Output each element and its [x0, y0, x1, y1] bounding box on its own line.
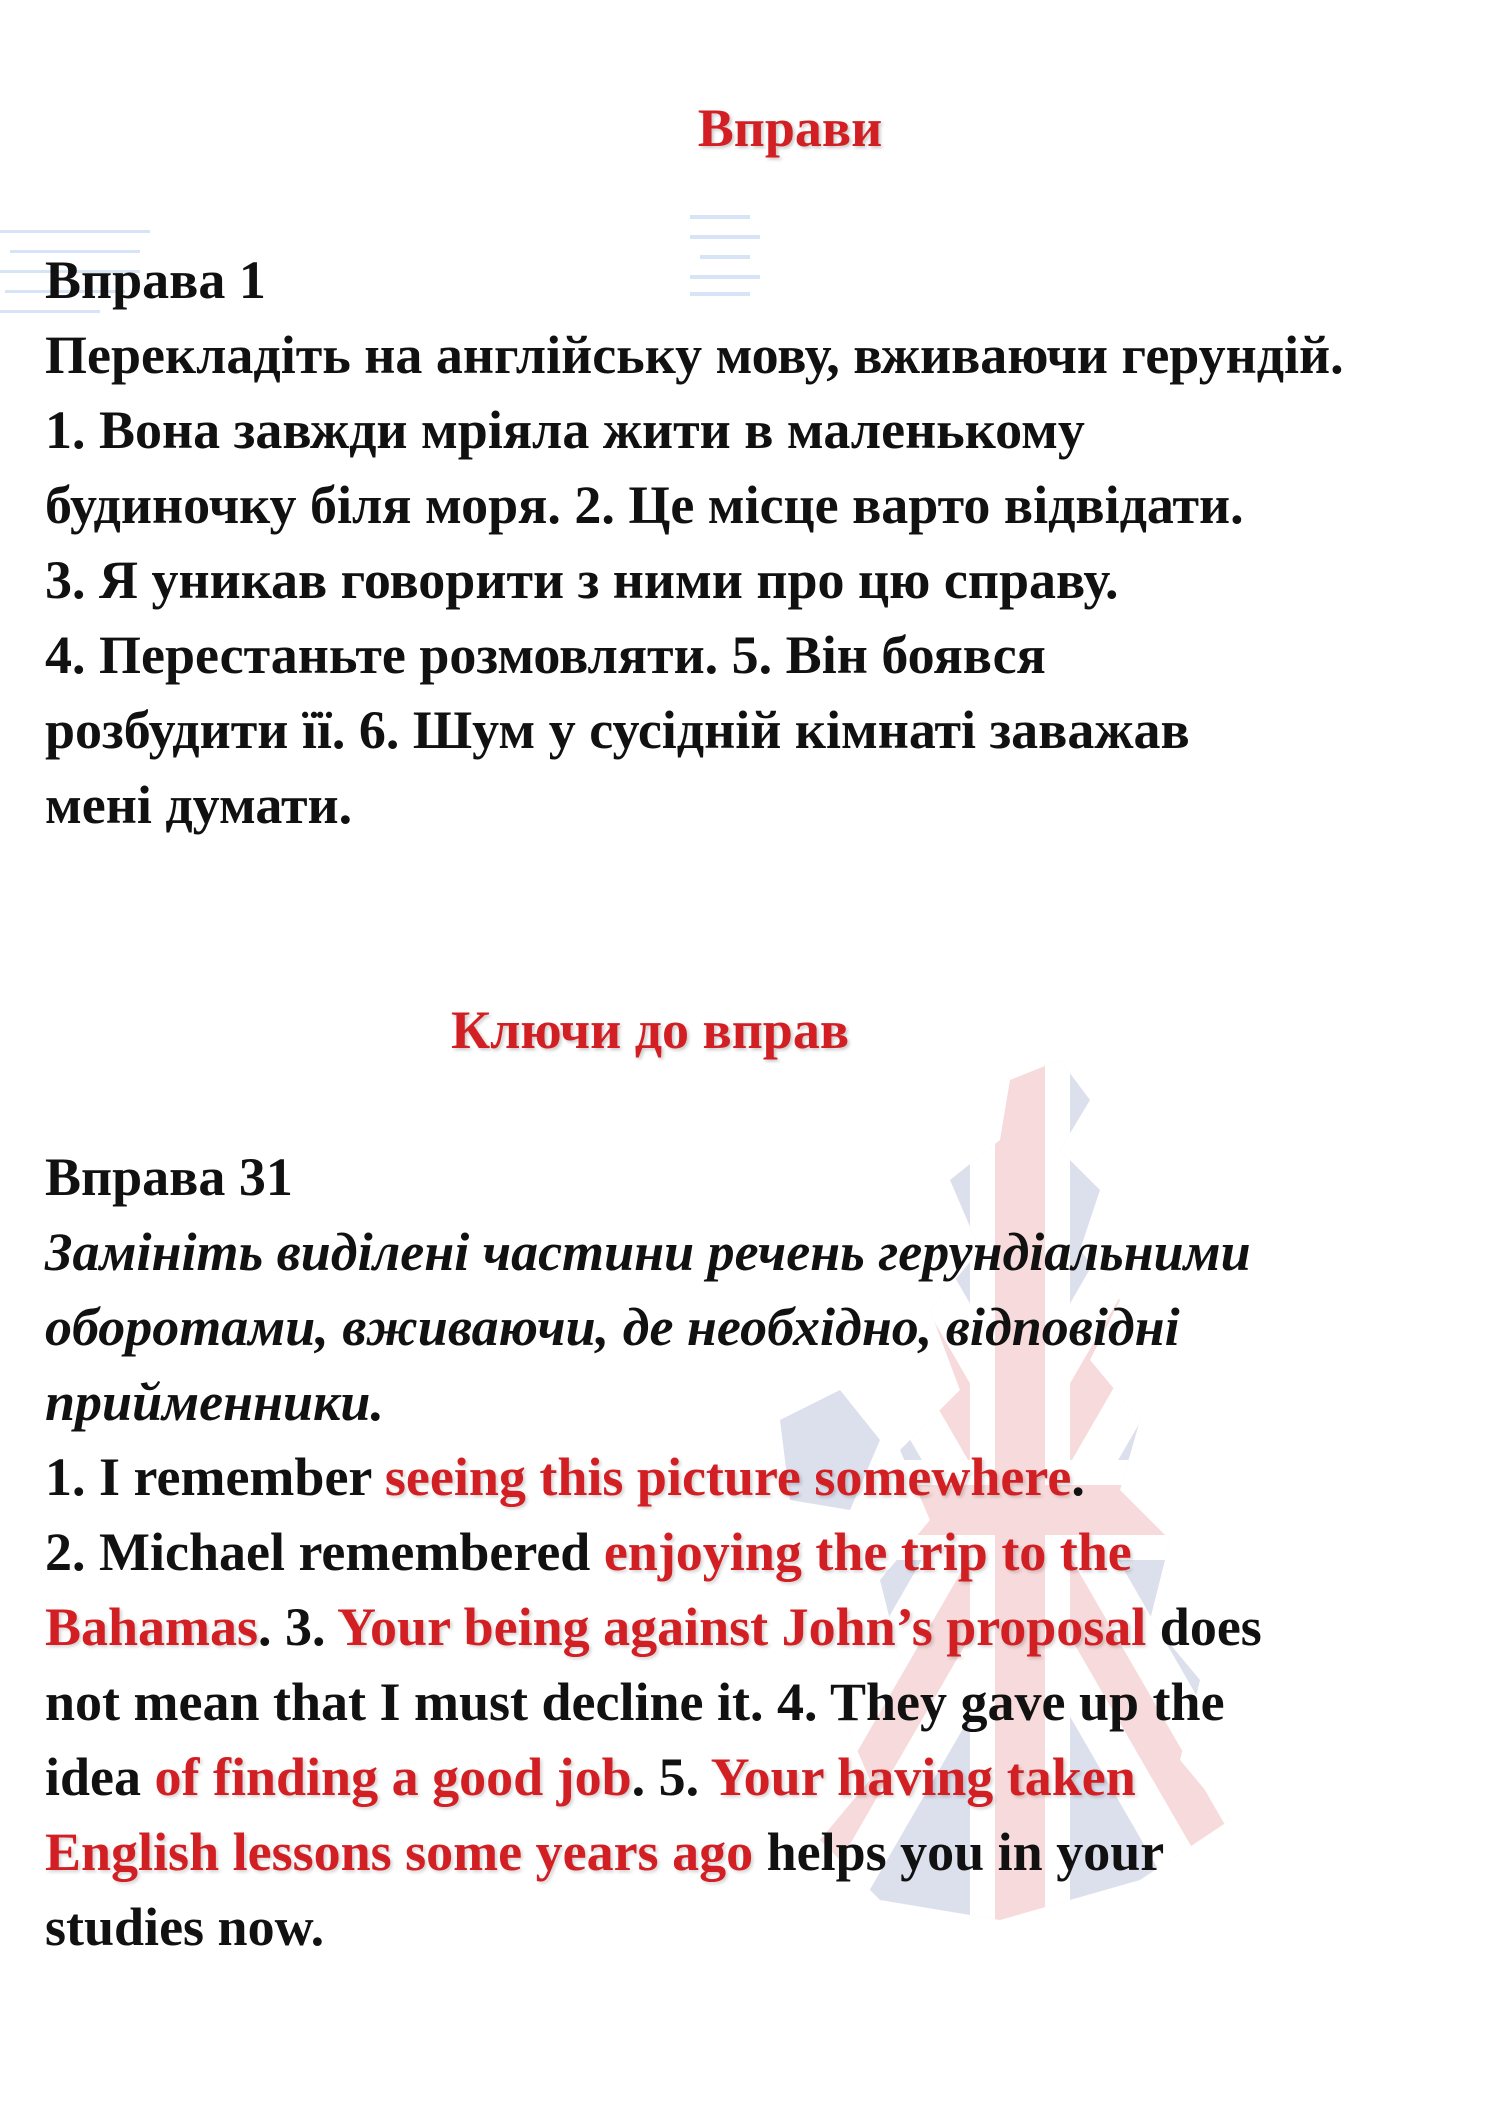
answer-line-4	[45, 1665, 1465, 1740]
answer-highlight: English lessons some years ago	[45, 1822, 754, 1882]
exercise-1-line: 3. Я уникав говорити з ними про цю справу.	[45, 550, 1119, 610]
keys-title: Ключи до вправ	[450, 1000, 849, 1060]
answer-text: does	[1146, 1597, 1262, 1657]
answer-line-2	[45, 1515, 1465, 1590]
answer-text: . 3.	[258, 1597, 338, 1657]
answer-line-5	[45, 1740, 1465, 1815]
answer-text: .	[1071, 1447, 1085, 1507]
answer-line-1	[45, 1440, 1465, 1515]
exercise-1-title: Вправа 1	[45, 250, 266, 310]
answer-highlight: enjoying the trip to the	[603, 1522, 1132, 1582]
exercise-31-title: Вправа 31	[45, 1147, 293, 1207]
exercise-1-instruction: Перекладіть на англійську мову, вживаючи герундій.	[45, 325, 1344, 385]
answer-text: . 5.	[631, 1747, 711, 1807]
exercise-1-line: 1. Вона завжди мріяла жити в маленькому	[45, 400, 1085, 460]
answer-text: 1. I remember	[45, 1447, 385, 1507]
exercise-31-instruction-line: Замініть виділені частини речень герундіальними	[45, 1222, 1251, 1282]
exercise-31-instruction-line: оборотами, вживаючи, де необхідно, відповідні	[45, 1297, 1180, 1357]
answer-highlight: Your being against John’s proposal	[337, 1597, 1147, 1657]
exercise-1-line: розбудити її. 6. Шум у сусідній кімнаті заважав	[45, 700, 1190, 760]
exercise-1	[45, 243, 1465, 843]
answer-highlight: of finding a good job	[154, 1747, 632, 1807]
exercise-1-line: будиночку біля моря. 2. Це місце варто відвідати.	[45, 475, 1244, 535]
section-title: Вправи	[697, 98, 883, 158]
answer-line-3	[45, 1590, 1465, 1665]
answer-text: not mean that I must decline it. 4. They gave up the	[45, 1672, 1225, 1732]
answer-line-6	[45, 1815, 1465, 1890]
exercise-1-line: мені думати.	[45, 775, 353, 835]
exercise-1-line: 4. Перестаньте розмовляти. 5. Він боявся	[45, 625, 1046, 685]
answer-highlight: Bahamas	[45, 1597, 259, 1657]
exercise-31	[45, 1140, 1465, 1965]
answer-text: helps you in your	[753, 1822, 1165, 1882]
answer-text: idea	[45, 1747, 155, 1807]
answer-highlight: Your having taken	[710, 1747, 1136, 1807]
answer-line-7	[45, 1890, 1465, 1965]
answer-text: studies now.	[45, 1897, 325, 1957]
exercise-31-instruction-line: прийменники.	[45, 1372, 384, 1432]
answer-highlight: seeing this picture somewhere	[384, 1447, 1072, 1507]
answer-text: 2. Michael remembered	[45, 1522, 604, 1582]
